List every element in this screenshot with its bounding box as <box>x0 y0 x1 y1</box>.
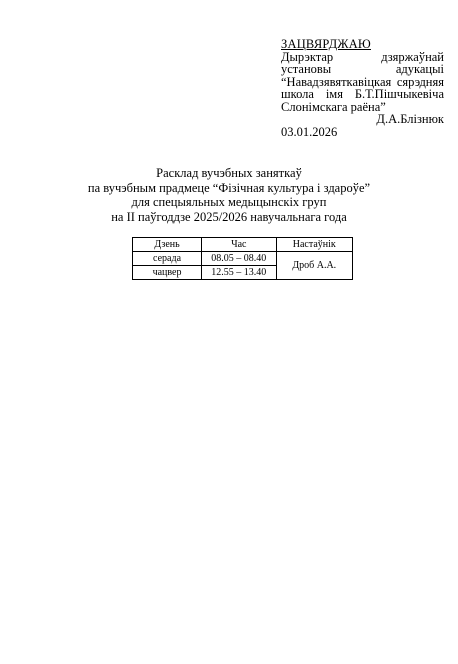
approval-line-2: установы адукацыі <box>281 62 444 76</box>
row-time: 12.55 – 13.40 <box>202 266 276 280</box>
table-row <box>133 252 353 266</box>
approval-line-5: Слонімскага раёна” <box>281 99 386 114</box>
title-line-2: па вучэбным прадмеце “Фізічная культура і здароўе” <box>87 180 371 195</box>
approval-date: 03.01.2026 <box>281 124 338 139</box>
approval-signer: Д.А.Блізнюк <box>376 112 444 126</box>
teacher-cell: Дроб А.А. <box>276 252 352 280</box>
title-line-3: для спецыяльных медыцынскіх груп <box>131 195 327 209</box>
schedule-table <box>132 237 353 280</box>
title-line-1: Расклад вучэбных заняткаў <box>156 166 302 180</box>
row-day: чацвер <box>133 266 202 280</box>
header-teacher: Настаўнік <box>276 238 352 252</box>
approval-line-1: Дырэктар дзяржаўнай <box>281 49 444 64</box>
table-header-row <box>133 238 353 252</box>
document-title <box>0 166 458 224</box>
row-day: серада <box>133 252 202 266</box>
approval-line-4: школа імя Б.Т.Пішчыкевіча <box>281 87 444 101</box>
header-time: Час <box>202 238 276 252</box>
approval-line-3: “Навадзявяткавіцкая сярэдняя <box>281 74 444 89</box>
header-day: Дзень <box>133 238 202 252</box>
row-time: 08.05 – 08.40 <box>202 252 276 266</box>
title-line-4: на ІІ паўгоддзе 2025/2026 навучальнага года <box>111 209 347 224</box>
approval-block <box>281 38 444 138</box>
approval-heading: ЗАЦВЯРДЖАЮ <box>281 37 371 51</box>
